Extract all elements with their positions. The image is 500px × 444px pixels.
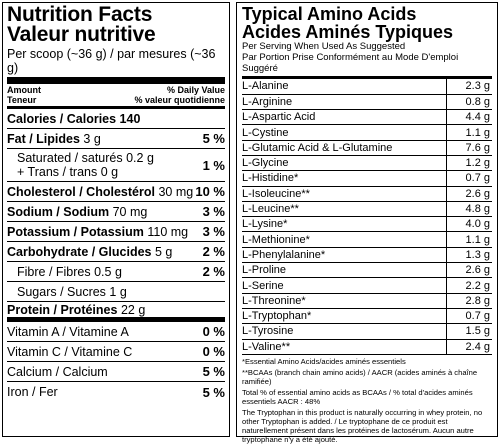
amino-value: 2.3 g (446, 79, 492, 94)
amino-value: 1.3 g (446, 247, 492, 262)
iron-row (7, 382, 225, 402)
sodium-row (7, 202, 225, 222)
footnote-bcaa: **BCAAs (branch chain amino acids) / AACR (acides aminés à chaîne ramifiée) (242, 367, 478, 386)
table-row (242, 217, 492, 232)
dv-header-en: % Daily Value (166, 85, 225, 95)
protein-amount: 22 g (120, 302, 146, 317)
column-header-fr (7, 95, 225, 105)
table-row (242, 94, 492, 109)
table-row (242, 155, 492, 170)
amino-acids-panel (236, 2, 498, 444)
amino-value: 2.6 g (446, 186, 492, 201)
potassium-row (7, 222, 225, 242)
table-row (242, 263, 492, 278)
fat-amount: 3 g (83, 131, 101, 146)
amino-value: 1.5 g (446, 324, 492, 339)
nutrition-facts-panel (2, 2, 230, 437)
amino-name: L-Histidine* (242, 171, 446, 186)
amino-subtitle-fr: Par Portion Prise Conformément au Mode D'emploi Suggéré (242, 52, 459, 74)
amino-name: L-Threonine* (242, 293, 446, 308)
amino-value: 1.1 g (446, 232, 492, 247)
amino-name: L-Aspartic Acid (242, 110, 446, 125)
amino-title-en: Typical Amino Acids (242, 4, 417, 24)
protein-label: Protein / Protéines (7, 302, 118, 317)
carbohydrate-label: Carbohydrate / Glucides (7, 244, 152, 259)
amino-name: L-Glycine (242, 155, 446, 170)
table-row (242, 293, 492, 308)
calcium-pct: 5 % (202, 364, 225, 379)
column-header (7, 85, 225, 95)
saturated-pct: 1 % (202, 157, 225, 173)
fibre-label: Fibre / Fibres 0.5 g (17, 264, 122, 279)
calcium-label: Calcium / Calcium (7, 364, 108, 379)
iron-pct: 5 % (202, 384, 225, 400)
amino-value: 0.8 g (446, 94, 492, 109)
table-row (242, 125, 492, 140)
amino-name: L-Alanine (242, 79, 446, 94)
table-row (242, 339, 492, 354)
amount-header-en: Amount (7, 85, 41, 95)
amino-value: 4.0 g (446, 217, 492, 232)
amino-name: L-Isoleucine** (242, 186, 446, 201)
dv-header-fr: % valeur quotidienne (134, 95, 225, 105)
protein-row (7, 302, 225, 322)
carbohydrate-amount: 5 g (154, 244, 173, 259)
nutrition-title-fr: Valeur nutritive (7, 23, 156, 46)
amino-name: L-Proline (242, 263, 446, 278)
table-row (242, 79, 492, 94)
amino-name: L-Leucine** (242, 201, 446, 216)
carbohydrate-row (7, 242, 225, 262)
divider-thick (7, 77, 225, 84)
table-row (242, 186, 492, 201)
sugars-label: Sugars / Sucres 1 g (17, 284, 127, 299)
saturated-line: Saturated / saturés 0.2 g (17, 151, 154, 165)
fibre-row (7, 262, 225, 282)
fat-label: Fat / Lipides (7, 131, 80, 146)
table-row (242, 278, 492, 293)
amino-value: 1.1 g (446, 125, 492, 140)
table-row (242, 232, 492, 247)
table-row (242, 308, 492, 323)
cholesterol-label: Cholesterol / Cholestérol (7, 184, 155, 199)
calories-label: Calories / Calories 140 (7, 111, 141, 126)
amino-value: 2.6 g (446, 263, 492, 278)
footnote-bcaa-total: Total % of essential amino acids as BCAAs / % total d'acides aminés essentiels AACR : 48% (242, 387, 473, 406)
calories-row (7, 109, 225, 129)
sugars-row (7, 282, 225, 302)
table-row (242, 110, 492, 125)
table-row (242, 171, 492, 186)
amino-value: 1.2 g (446, 155, 492, 170)
amino-subtitle-en: Per Serving When Used As Suggested (242, 41, 406, 52)
saturated-fat-row (7, 149, 225, 182)
potassium-amount: 110 mg (147, 224, 189, 239)
vitamin-c-pct: 0 % (202, 344, 225, 359)
amino-value: 4.4 g (446, 110, 492, 125)
cholesterol-row (7, 182, 225, 202)
calcium-row (7, 362, 225, 382)
amino-value: 2.4 g (446, 339, 492, 354)
amino-name: L-Serine (242, 278, 446, 293)
fat-pct: 5 % (202, 131, 225, 146)
table-row (242, 201, 492, 216)
amino-name: L-Arginine (242, 94, 446, 109)
iron-label: Iron / Fer (7, 385, 58, 399)
potassium-pct: 3 % (202, 224, 225, 239)
vitamin-c-row (7, 342, 225, 362)
sodium-label: Sodium / Sodium (7, 204, 110, 219)
amino-name: L-Glutamic Acid & L-Glutamine (242, 140, 446, 155)
vitamin-a-label: Vitamin A / Vitamine A (7, 324, 129, 339)
vitamin-c-label: Vitamin C / Vitamine C (7, 344, 133, 359)
carbohydrate-pct: 2 % (202, 244, 225, 259)
amino-value: 0.7 g (446, 171, 492, 186)
table-row (242, 247, 492, 262)
sodium-amount: 70 mg (112, 204, 148, 219)
table-row (242, 324, 492, 339)
footnote-essential: *Essential Amino Acids/acides aminés essentiels (242, 356, 406, 366)
amount-header-fr: Teneur (7, 95, 37, 105)
trans-line: + Trans / trans 0 g (17, 165, 119, 179)
amino-value: 2.2 g (446, 278, 492, 293)
amino-name: L-Tryptophan* (242, 308, 446, 323)
amino-name: L-Methionine* (242, 232, 446, 247)
sodium-pct: 3 % (202, 204, 225, 219)
amino-acid-table (242, 79, 492, 355)
footnotes (242, 357, 492, 444)
footnote-tryptophan: The Tryptophan in this product is naturally occurring in whey protein, no other Tryptophan is added. / Le tryptophane de ce produit est naturellement présent dans les protéines de lactosérum. Aucun autre tryptophane n'y a été ajouté. (242, 407, 483, 444)
amino-value: 0.7 g (446, 308, 492, 323)
amino-name: L-Phenylalanine* (242, 247, 446, 262)
potassium-label: Potassium / Potassium (7, 224, 144, 239)
amino-name: L-Valine** (242, 339, 446, 354)
amino-name: L-Tyrosine (242, 324, 446, 339)
vitamin-a-pct: 0 % (202, 324, 225, 339)
amino-name: L-Cystine (242, 125, 446, 140)
amino-title-fr: Acides Aminés Typiques (242, 22, 454, 42)
nutrition-title-en: Nutrition Facts (7, 3, 153, 26)
fat-row (7, 129, 225, 149)
amino-value: 2.8 g (446, 293, 492, 308)
table-row (242, 140, 492, 155)
amino-value: 7.6 g (446, 140, 492, 155)
cholesterol-pct: 10 % (195, 184, 225, 199)
cholesterol-amount: 30 mg (158, 184, 194, 199)
serving-size: Per scoop (~36 g) / par mesures (~36 g) (7, 47, 216, 75)
amino-name: L-Lysine* (242, 217, 446, 232)
vitamin-a-row (7, 322, 225, 342)
amino-value: 4.8 g (446, 201, 492, 216)
fibre-pct: 2 % (202, 264, 225, 279)
